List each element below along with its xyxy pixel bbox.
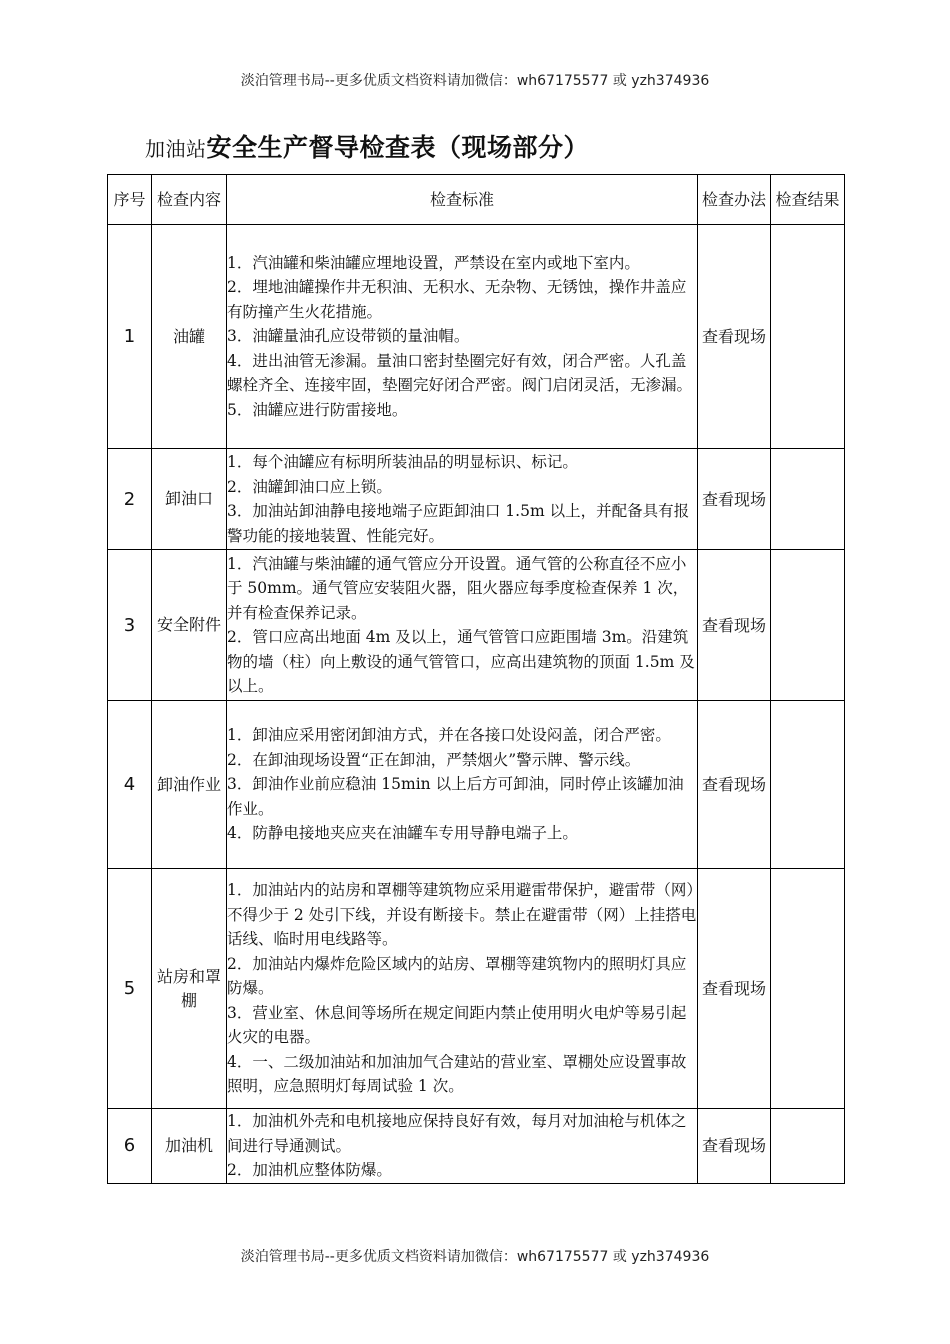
header-no: 序号 [108,175,152,225]
check-method: 查看现场 [698,701,771,869]
row-number: 1 [108,225,152,449]
standard-item: 3．卸油作业前应稳油 15min 以上后方可卸油，同时停止该罐加油作业。 [227,775,684,818]
title-prefix: 加油站 [145,137,207,161]
row-number: 6 [108,1109,152,1184]
standard-item: 2．管口应高出地面 4m 及以上，通气管管口应距围墙 3m。沿建筑物的墙（柱）向上敷设的通气管管口，应高出建筑物的顶面 1.5m 及以上。 [227,628,695,695]
standard-item: 5．油罐应进行防雷接地。 [227,400,408,419]
check-standard [227,550,698,701]
standard-item: 3．油罐量油孔应设带锁的量油帽。 [227,327,470,346]
check-standard [227,1109,698,1184]
check-result-cell[interactable] [771,701,845,869]
check-method: 查看现场 [698,550,771,701]
check-standard [227,701,698,869]
standard-item: 1．每个油罐应有标明所装油品的明显标识、标记。 [227,453,578,471]
check-standard [227,449,698,550]
standard-item: 1．卸油应采用密闭卸油方式，并在各接口处设闷盖，闭合严密。 [227,726,671,745]
check-content: 站房和罩棚 [152,869,227,1109]
table-row [108,225,845,449]
page-title [145,128,589,164]
header-result: 检查结果 [771,175,845,225]
standard-item: 3．营业室、休息间等场所在规定间距内禁止使用明火电炉等易引起火灾的电器。 [227,1003,687,1047]
standard-item: 1．汽油罐和柴油罐应埋地设置，严禁设在室内或地下室内。 [227,253,640,272]
table-row [108,449,845,550]
standard-item: 2．油罐卸油口应上锁。 [227,477,392,496]
inspection-table [107,174,845,1184]
row-number: 5 [108,869,152,1109]
check-content: 安全附件 [152,550,227,701]
check-standard [227,225,698,449]
table-row [108,701,845,869]
row-number: 3 [108,550,152,701]
check-content: 油罐 [152,225,227,449]
check-method: 查看现场 [698,225,771,449]
table-row [108,869,845,1109]
check-result-cell[interactable] [771,869,845,1109]
table-row [108,1109,845,1184]
standard-item: 4．防静电接地夹应夹在油罐车专用导静电端子上。 [227,824,578,843]
check-result-cell[interactable] [771,449,845,550]
check-method: 查看现场 [698,1109,771,1184]
row-number: 2 [108,449,152,550]
check-result-cell[interactable] [771,225,845,449]
standard-item: 2．埋地油罐操作井无积油、无积水、无杂物、无锈蚀，操作井盖应有防撞产生火花措施。 [227,278,687,321]
standard-item: 1．汽油罐与柴油罐的通气管应分开设置。通气管的公称直径不应小于 50mm。通气管应安装阻火器，阻火器应每季度检查保养 1 次，并有检查保养记录。 [227,554,689,622]
header-note: 淡泊管理书局--更多优质文档资料请加微信：wh67175577 或 yzh374936 [240,73,710,89]
check-content: 卸油作业 [152,701,227,869]
check-method: 查看现场 [698,449,771,550]
title-main: 安全生产督导检查表（现场部分） [206,133,590,162]
header-method: 检查办法 [698,175,771,225]
standard-item: 2．加油机应整体防爆。 [227,1161,392,1179]
check-method: 查看现场 [698,869,771,1109]
standard-item: 2．加油站内爆炸危险区域内的站房、罩棚等建筑物内的照明灯具应防爆。 [227,954,687,998]
standard-item: 1．加油站内的站房和罩棚等建筑物应采用避雷带保护，避雷带（网）不得少于 2 处引下线，并设有断接卡。禁止在避雷带（网）上挂搭电话线、临时用电线路等。 [227,881,697,949]
check-result-cell[interactable] [771,550,845,701]
footer-note: 淡泊管理书局--更多优质文档资料请加微信：wh67175577 或 yzh374936 [240,1249,710,1265]
check-result-cell[interactable] [771,1109,845,1184]
row-number: 4 [108,701,152,869]
header-row [108,175,845,225]
table-row [108,550,845,701]
check-standard [227,869,698,1109]
standard-item: 4．一、二级加油站和加油加气合建站的营业室、罩棚处应设置事故照明，应急照明灯每周试验 1 次。 [227,1052,687,1096]
check-content: 加油机 [152,1109,227,1184]
header-content: 检查内容 [152,175,227,225]
standard-item: 3．加油站卸油静电接地端子应距卸油口 1.5m 以上，并配备具有报警功能的接地装置、性能完好。 [227,502,690,545]
check-content: 卸油口 [152,449,227,550]
standard-item: 1．加油机外壳和电机接地应保持良好有效，每月对加油枪与机体之间进行导通测试。 [227,1112,687,1155]
header-standard: 检查标准 [227,175,698,225]
standard-item: 2．在卸油现场设置“正在卸油，严禁烟火”警示牌、警示线。 [227,750,641,769]
standard-item: 4．进出油管无渗漏。量油口密封垫圈完好有效，闭合严密。人孔盖螺栓齐全、连接牢固，垫圈完好闭合严密。阀门启闭灵活，无渗漏。 [227,351,693,395]
